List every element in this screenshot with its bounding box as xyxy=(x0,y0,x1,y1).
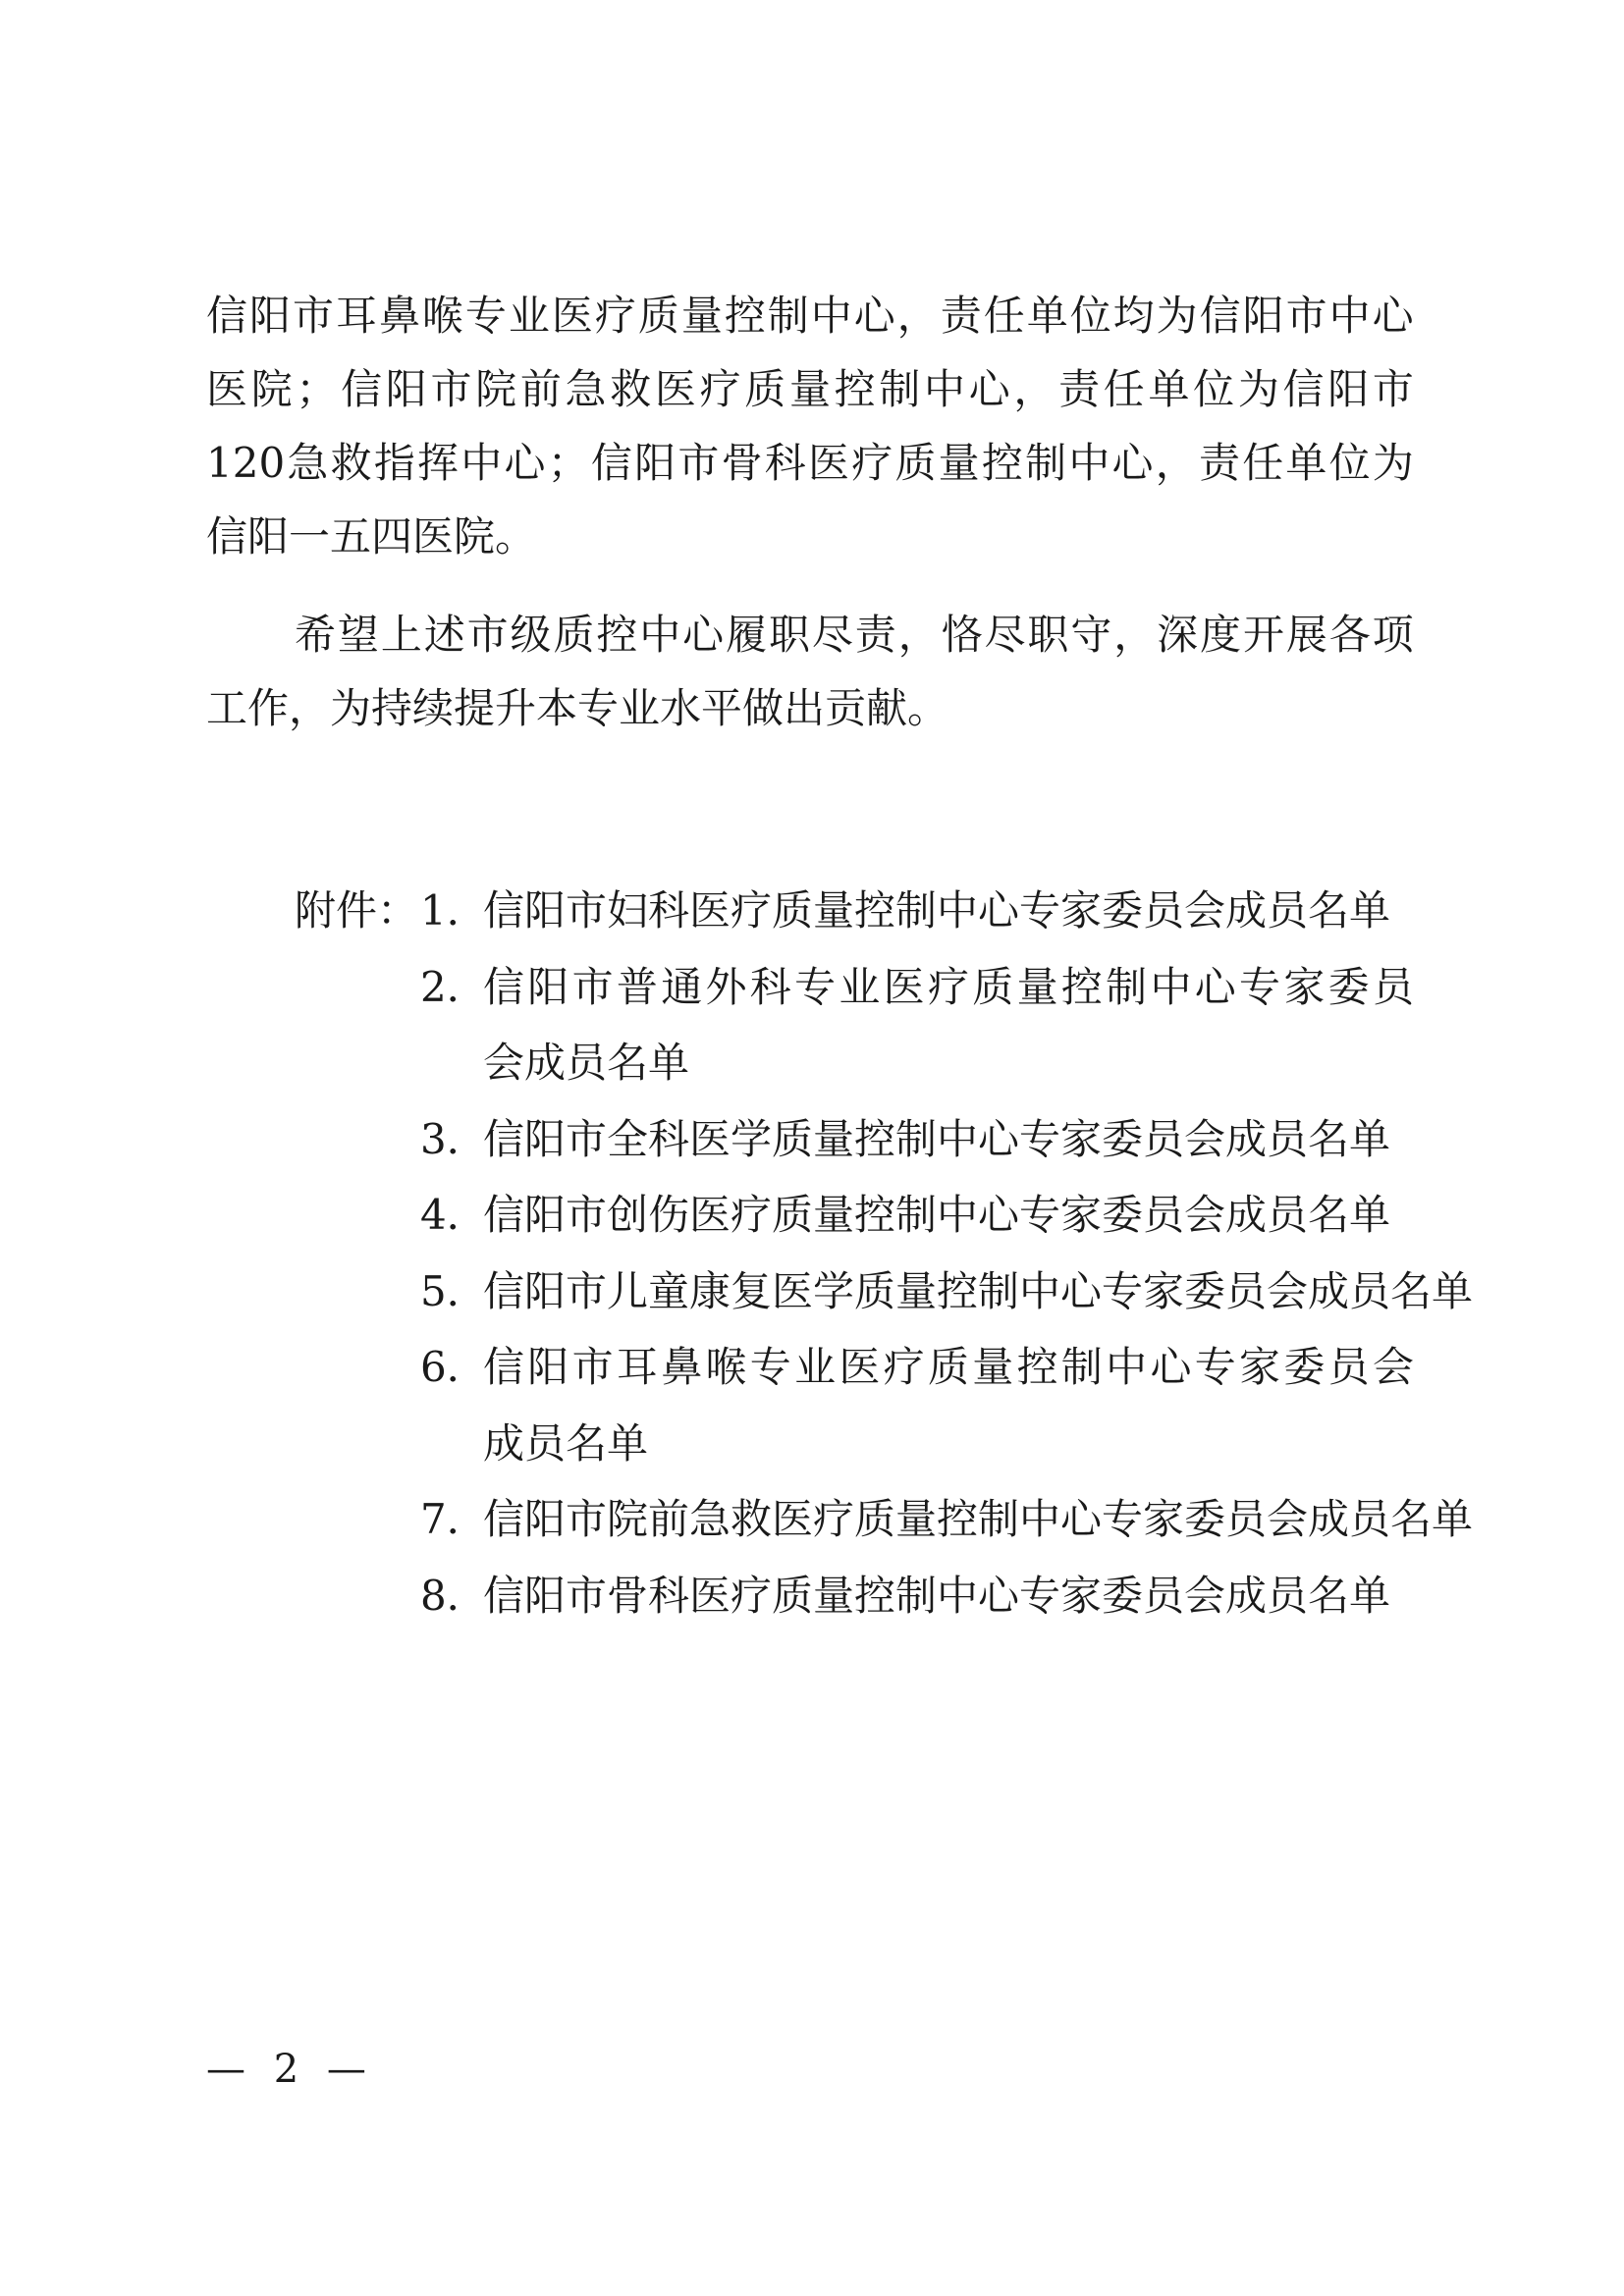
attachment-title: 信阳市全科医学质量控制中心专家委员会成员名单 xyxy=(483,1114,1391,1163)
attachment-number: 6． xyxy=(420,1343,488,1391)
attachment-title: 信阳市院前急救医疗质量控制中心专家委员会成员名单 xyxy=(483,1495,1474,1543)
paragraph-line: 工作，为持续提升本专业水平做出贡献。 xyxy=(206,684,949,732)
attachment-title: 成员名单 xyxy=(483,1418,649,1468)
paragraph-line: 信阳一五四医院。 xyxy=(206,512,537,561)
attachments-label: 附件： xyxy=(295,886,419,934)
attachment-number: 4． xyxy=(420,1191,488,1239)
attachment-number: 7． xyxy=(420,1495,488,1543)
paragraph-line: 医 院 ； 信 阳 市 院 前 急 救 医 疗 质 量 控 制 中 心 ， 责 任 单 位 为 信 阳 市 xyxy=(206,365,1414,413)
paragraph-line: 希 望 上 述 市 级 质 控 中 心 履 职 尽 责 ， 恪 尽 职 守 ， 深 度 开 展 各 项 xyxy=(295,611,1414,659)
attachment-title: 信阳市妇科医疗质量控制中心专家委员会成员名单 xyxy=(483,886,1391,934)
page-number: — 2 — xyxy=(206,2047,374,2092)
attachment-title: 信阳市骨科医疗质量控制中心专家委员会成员名单 xyxy=(483,1571,1391,1620)
attachment-title: 信 阳 市 普 通 外 科 专 业 医 疗 质 量 控 制 中 心 专 家 委 员 xyxy=(483,962,1414,1011)
attachment-title: 信阳市创伤医疗质量控制中心专家委员会成员名单 xyxy=(483,1191,1391,1239)
attachment-number: 3． xyxy=(420,1114,488,1163)
attachment-number: 8． xyxy=(420,1571,488,1620)
attachment-title: 信阳市儿童康复医学质量控制中心专家委员会成员名单 xyxy=(483,1266,1474,1315)
paragraph-line: 120 急 救 指 挥 中 心 ； 信 阳 市 骨 科 医 疗 质 量 控 制 中 心 ， 责 任 单 位 为 xyxy=(206,439,1414,487)
attachment-number: 5． xyxy=(420,1266,488,1315)
attachment-number: 1． xyxy=(420,886,488,934)
attachment-title: 会成员名单 xyxy=(483,1039,690,1087)
attachment-number: 2． xyxy=(420,962,488,1011)
paragraph-line: 信 阳 市 耳 鼻 喉 专 业 医 疗 质 量 控 制 中 心 ， 责 任 单 位 均 为 信 阳 市 中 心 xyxy=(206,292,1414,340)
attachment-title: 信 阳 市 耳 鼻 喉 专 业 医 疗 质 量 控 制 中 心 专 家 委 员 会 xyxy=(483,1343,1414,1391)
